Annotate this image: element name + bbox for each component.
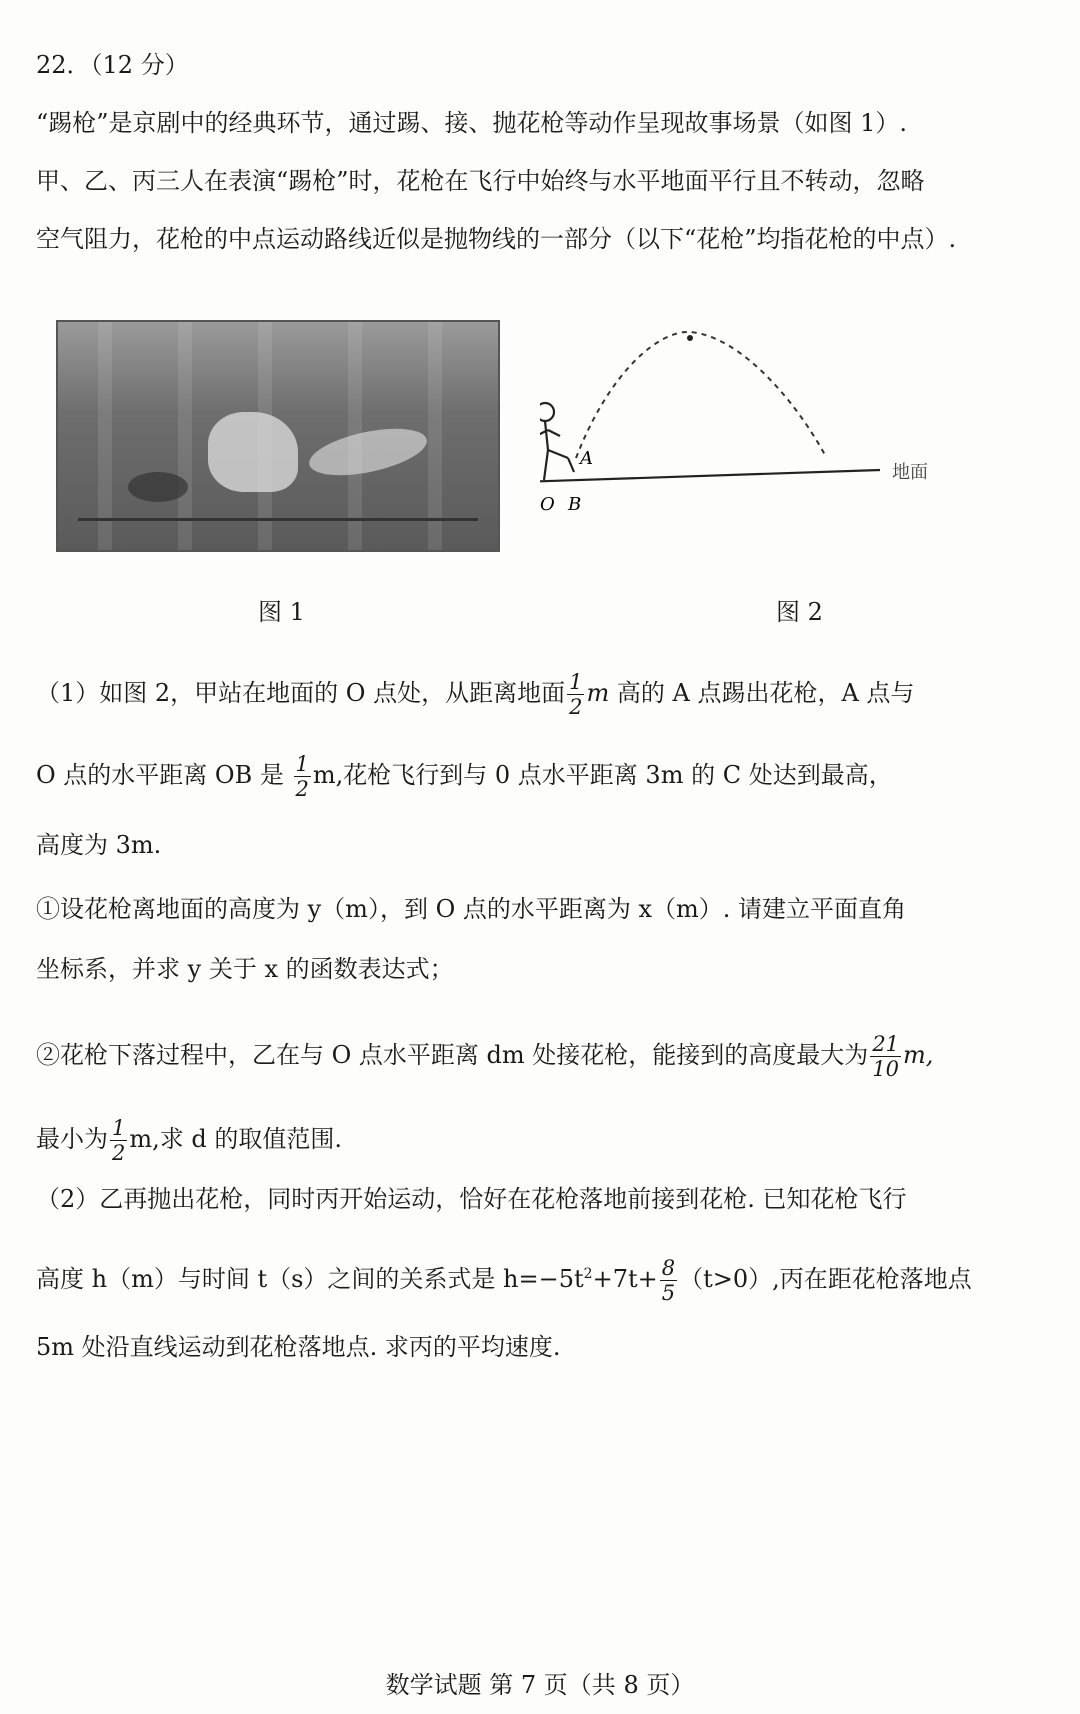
part2-line-1: （2）乙再抛出花枪，同时丙开始运动，恰好在花枪落地前接到花枪. 已知花枪飞行 [36, 1185, 907, 1213]
question-2-line-1: ②花枪下落过程中，乙在与 O 点水平距离 dm 处接花枪，能接到的高度最大为 $\frac{21}{10}$ m, [36, 1032, 934, 1081]
intro-line-1: “踢枪”是京剧中的经典环节，通过踢、接、抛花枪等动作呈现故事场景（如图 1）. [36, 109, 908, 137]
part1-line-3: 高度为 3m. [36, 831, 162, 859]
fraction-half: $\frac{1}{2}$ [569, 670, 583, 719]
intro-line-2: 甲、乙、丙三人在表演“踢枪”时，花枪在飞行中始终与水平地面平行且不转动，忽略 [36, 167, 925, 195]
trajectory-path [576, 332, 825, 458]
ground-label: 地面 [892, 462, 928, 483]
fraction-8-5: $\frac{8}{5}$ [661, 1256, 676, 1305]
fraction-21-10: $\frac{21}{10}$ [872, 1032, 900, 1081]
intro-line-3: 空气阻力，花枪的中点运动路线近似是抛物线的一部分（以下“花枪”均指花枪的中点）. [36, 225, 957, 253]
page-footer: 数学试题 第 7 页（共 8 页） [385, 1671, 695, 1699]
apex-point [687, 335, 693, 341]
figure-2-diagram [540, 330, 1060, 570]
part1-line-2: O 点的水平距离 OB 是 $\frac{1}{2}$ m,花枪飞行到与 0 点水平距离 3m 的 C 处达到最高， [36, 752, 893, 801]
question-2-line-2: 最小为 $\frac{1}{2}$ m,求 d 的取值范围. [36, 1116, 343, 1165]
stick-figure [540, 403, 574, 480]
label-o: O [540, 494, 555, 515]
figure-2-caption: 图 2 [776, 598, 823, 626]
problem-number: 22．（12 分） [36, 51, 189, 79]
ground-line [540, 470, 880, 482]
fraction-half: $\frac{1}{2}$ [112, 1116, 126, 1165]
question-1-line-2: 坐标系，并求 y 关于 x 的函数表达式； [36, 955, 454, 983]
figure-1-photo [56, 320, 500, 552]
part2-line-3: 5m 处沿直线运动到花枪落地点. 求丙的平均速度. [36, 1333, 561, 1361]
question-1-line-1: ①设花枪离地面的高度为 y（m），到 O 点的水平距离为 x（m）. 请建立平面直角 [36, 895, 907, 923]
fraction-half: $\frac{1}{2}$ [295, 752, 309, 801]
part2-line-2: 高度 h（m）与时间 t（s）之间的关系式是 $h=-5t^2+7t+$ $\frac{8}{5}$ （t>0）,丙在距花枪落地点 [36, 1256, 972, 1305]
figure-1-caption: 图 1 [258, 598, 305, 626]
label-a: A [580, 448, 593, 469]
part1-line-1: （1）如图 2，甲站在地面的 O 点处，从距离地面 $\frac{1}{2}$ m 高的 A 点踢出花枪，A 点与 [36, 670, 915, 719]
label-b: B [568, 494, 582, 515]
